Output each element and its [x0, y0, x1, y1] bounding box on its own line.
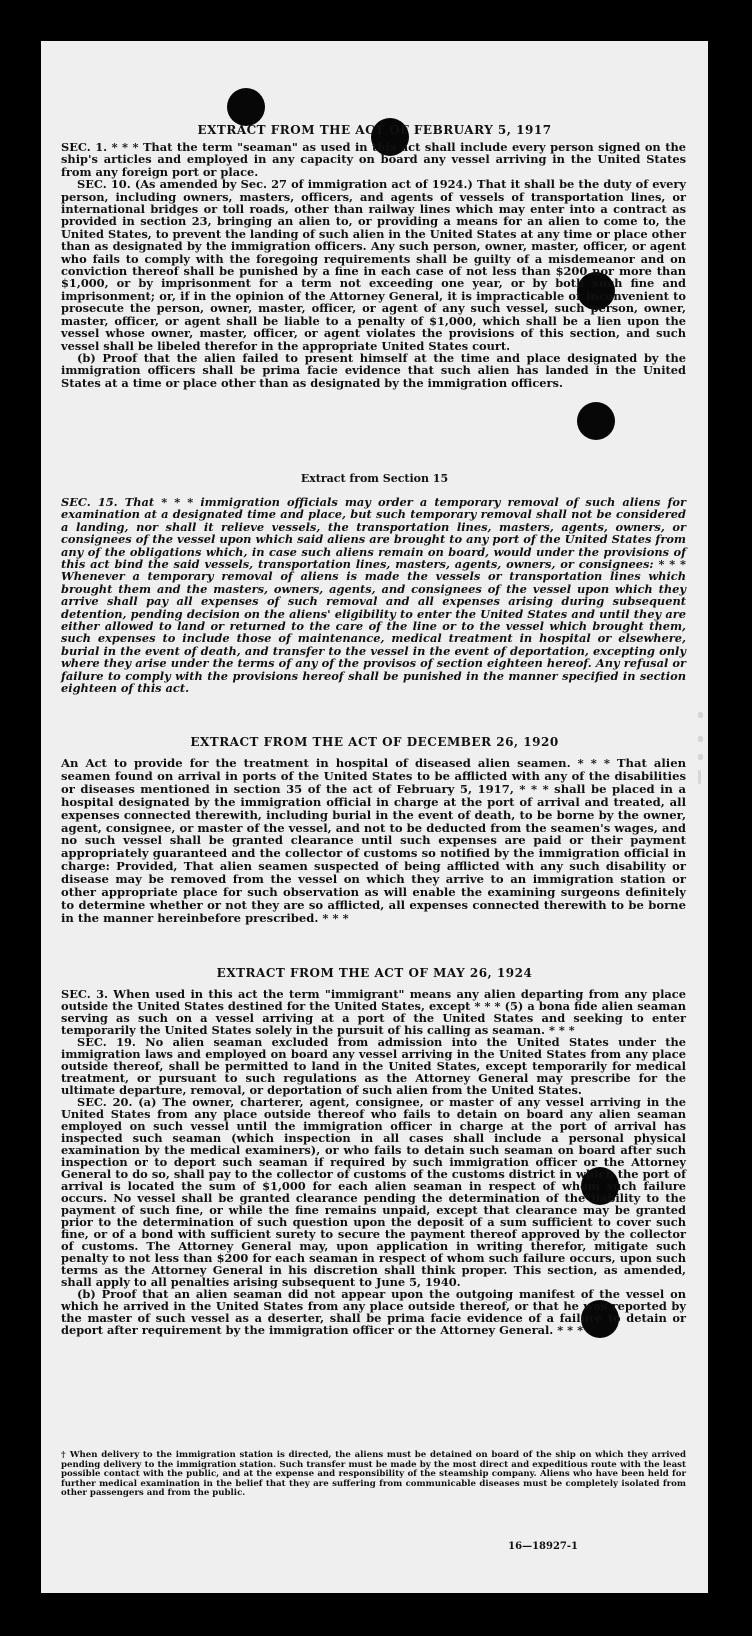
sec-20b-paragraph: (b) Proof that an alien seaman did not appear upon the outgoing manifest of the vessel on which he arrived in the United States from any place outside thereof, or that he was reported by the master of such vessel as a deserter, shall be prima facie evidence of a failure to detain or deport after requirement by the immigration officer or the Attorney General. * * * — [61, 1287, 686, 1337]
sec-1-paragraph: SEC. 1. * * * That the term "seaman" as used in this act shall include every person signed on the ship's articles and employed in any capacity on board any vessel arriving in the United States from any foreign port or place. — [61, 140, 686, 179]
heading-section-15: Extract from Section 15 — [300, 472, 449, 485]
margin-mark — [698, 770, 701, 784]
footnote — [61, 1451, 686, 1499]
sec-10b-paragraph: (b) Proof that the alien failed to present himself at the time and place designated by the immigration officers shall be prima facie evidence that such alien has landed in the United States at a time or place other than as designated by the immigration officers. — [61, 350, 686, 390]
act-1924-text — [61, 988, 686, 1336]
form-number: 16—18927-1 — [508, 1541, 578, 1552]
margin-mark — [698, 712, 703, 718]
margin-mark — [698, 736, 703, 742]
punch-hole — [227, 88, 265, 126]
act-1917-text — [61, 141, 686, 389]
sec-15-paragraph: SEC. 15. That * * * immigration officials may order a temporary removal of such aliens for examination at a designated time and place, but such temporary removal shall not be considered a landing, nor shall it relieve vessels, the transportation lines, masters, agents, owners, or consignees of the vessel upon which said aliens are brought to any port of the United States from any of the obligations which, in case such aliens remain on board, would under the provisions of this act bind the said vessels, transportation lines, masters, agents, owners, or consignees: * * * Whenever a temporary removal of aliens is made the vessels or transportation lines which brought them and the masters, owners, agents, and consignees of the vessel upon which they arrive shall pay all expenses of such removal and all expenses arising during subsequent detention, pending decision on the aliens' eligibility to enter the United States and until they are either allowed to land or returned to the care of the line or to the vessel which brought them, such expenses to include those of maintenance, medical treatment in hospital or elsewhere, burial in the event of death, and transfer to the vessel in the event of deportation, excepting only where they arise under the terms of any of the provisos of section eighteen hereof. Any refusal or failure to comply with the provisions hereof shall be punished in the manner specified in section eighteen of this act. — [61, 495, 686, 696]
sec-19-paragraph: SEC. 19. No alien seaman excluded from admission into the United States under the immigration laws and employed on board any vessel arriving in the United States from any place outside thereof, shall be permitted to land in the United States, except temporarily for medical treatment, or pursuant to such regulations as the Attorney General may prescribe for the ultimate departure, removal, or deportation of such alien from the United States. — [61, 1035, 686, 1097]
document-page — [41, 41, 708, 1593]
sec-20a-paragraph: SEC. 20. (a) The owner, charterer, agent, consignee, or master of any vessel arriving in the United States from any place outside thereof who fails to detain on board any alien seaman employed on such vessel until the immigration officer in charge at the port of arrival has inspected such seaman (which inspection in all cases shall include a personal physical examination by the medical examiners), or who fails to detain such seaman on board after such inspection or to deport such seaman if required by such immigration officer or the Attorney General to do so, shall pay to the collector of customs of the customs district in which the port of arrival is located the sum of $1,000 for each alien seaman in respect of whom such failure occurs. No vessel shall be granted clearance pending the determination of the liability to the payment of such fine, or while the fine remains unpaid, except that clearance may be granted prior to the determination of such question upon the deposit of a sum sufficient to cover such fine, or of a bond with sufficient surety to secure the payment thereof approved by the collector of customs. The Attorney General may, upon application in writing therefor, mitigate such penalty to not less than $200 for each seaman in respect of whom such failure occurs, upon such terms as the Attorney General in his discretion shall think proper. This section, as amended, shall apply to all penalties arising subsequent to June 5, 1940. — [61, 1095, 686, 1289]
heading-act-1917: EXTRACT FROM THE ACT OF FEBRUARY 5, 1917 — [197, 123, 552, 137]
heading-act-1920: EXTRACT FROM THE ACT OF DECEMBER 26, 1920 — [190, 735, 559, 749]
sec-3-paragraph: SEC. 3. When used in this act the term "immigrant" means any alien departing from any place outside the United States destined for the United States, except * * * (5) a bona fide alien seaman serving as such on a vessel arriving at a port of the United States and seeking to enter temporarily the United States solely in the pursuit of his calling as seaman. * * * — [61, 987, 686, 1037]
margin-marks — [698, 712, 708, 792]
act-1920-text — [61, 757, 686, 925]
section-15-text — [61, 496, 686, 695]
punch-hole — [577, 402, 615, 440]
sec-10-paragraph: SEC. 10. (As amended by Sec. 27 of immigration act of 1924.) That it shall be the duty of every person, including owners, masters, officers, and agents of vessels of transportation lines, or international bridges or toll roads, other than railway lines which may enter into a contract as provided in section 23, bringing an alien to, or providing a means for an alien to come to, the United States, to prevent the landing of such alien in the United States at any time or place other than as designated by the immigration officers. Any such person, owner, master, officer, or agent who fails to comply with the foregoing requirements shall be guilty of a misdemeanor and on conviction thereof shall be punished by a fine in each case of not less than $200 nor more than $1,000, or by imprisonment for a term not exceeding one year, or by both such fine and imprisonment; or, if in the opinion of the Attorney General, it is impracticable or inconvenient to prosecute the person, owner, master, officer, or agent of any such vessel, such person, owner, master, officer, or agent shall be liable to a penalty of $1,000, which shall be a lien upon the vessel whose owner, master, officer, or agent violates the provisions of this section, and such vessel shall be libeled therefor in the appropriate United States court. — [61, 177, 686, 353]
heading-act-1924: EXTRACT FROM THE ACT OF MAY 26, 1924 — [216, 966, 533, 980]
margin-mark — [698, 754, 703, 760]
act-1920-paragraph: An Act to provide for the treatment in hospital of diseased alien seamen. * * * That alien seamen found on arrival in ports of the United States to be afflicted with any of the disabilities or diseases mentioned in section 35 of the act of February 5, 1917, * * * shall be placed in a hospital designated by the immigration official in charge at the port of arrival and treated, all expenses connected therewith, including burial in the event of death, to be borne by the owner, agent, consignee, or master of the vessel, and not to be deducted from the seamen's wages, and no such vessel shall be granted clearance until such expenses are paid or their payment appropriately guaranteed and the collector of customs so notified by the immigration official in charge: Provided, That alien seamen suspected of being afflicted with any such disability or disease may be removed from the vessel on which they arrive to an immigration station or other appropriate place for such observation as will enable the examining surgeons definitely to determine whether or not they are so afflicted, all expenses connected therewith to be borne in the manner hereinbefore prescribed. * * * — [61, 756, 686, 925]
footnote-text: † When delivery to the immigration station is directed, the aliens must be detained on board of the ship on which they arrived pending delivery to the immigration station. Such transfer must be made by the most direct and expeditious route with the least possible contact with the public, and at the expense and responsibility of the steamship company. Aliens who have been held for further medical examination in the belief that they are suffering from communicable diseases must be completely isolated from other passengers and from the public. — [61, 1450, 686, 1499]
